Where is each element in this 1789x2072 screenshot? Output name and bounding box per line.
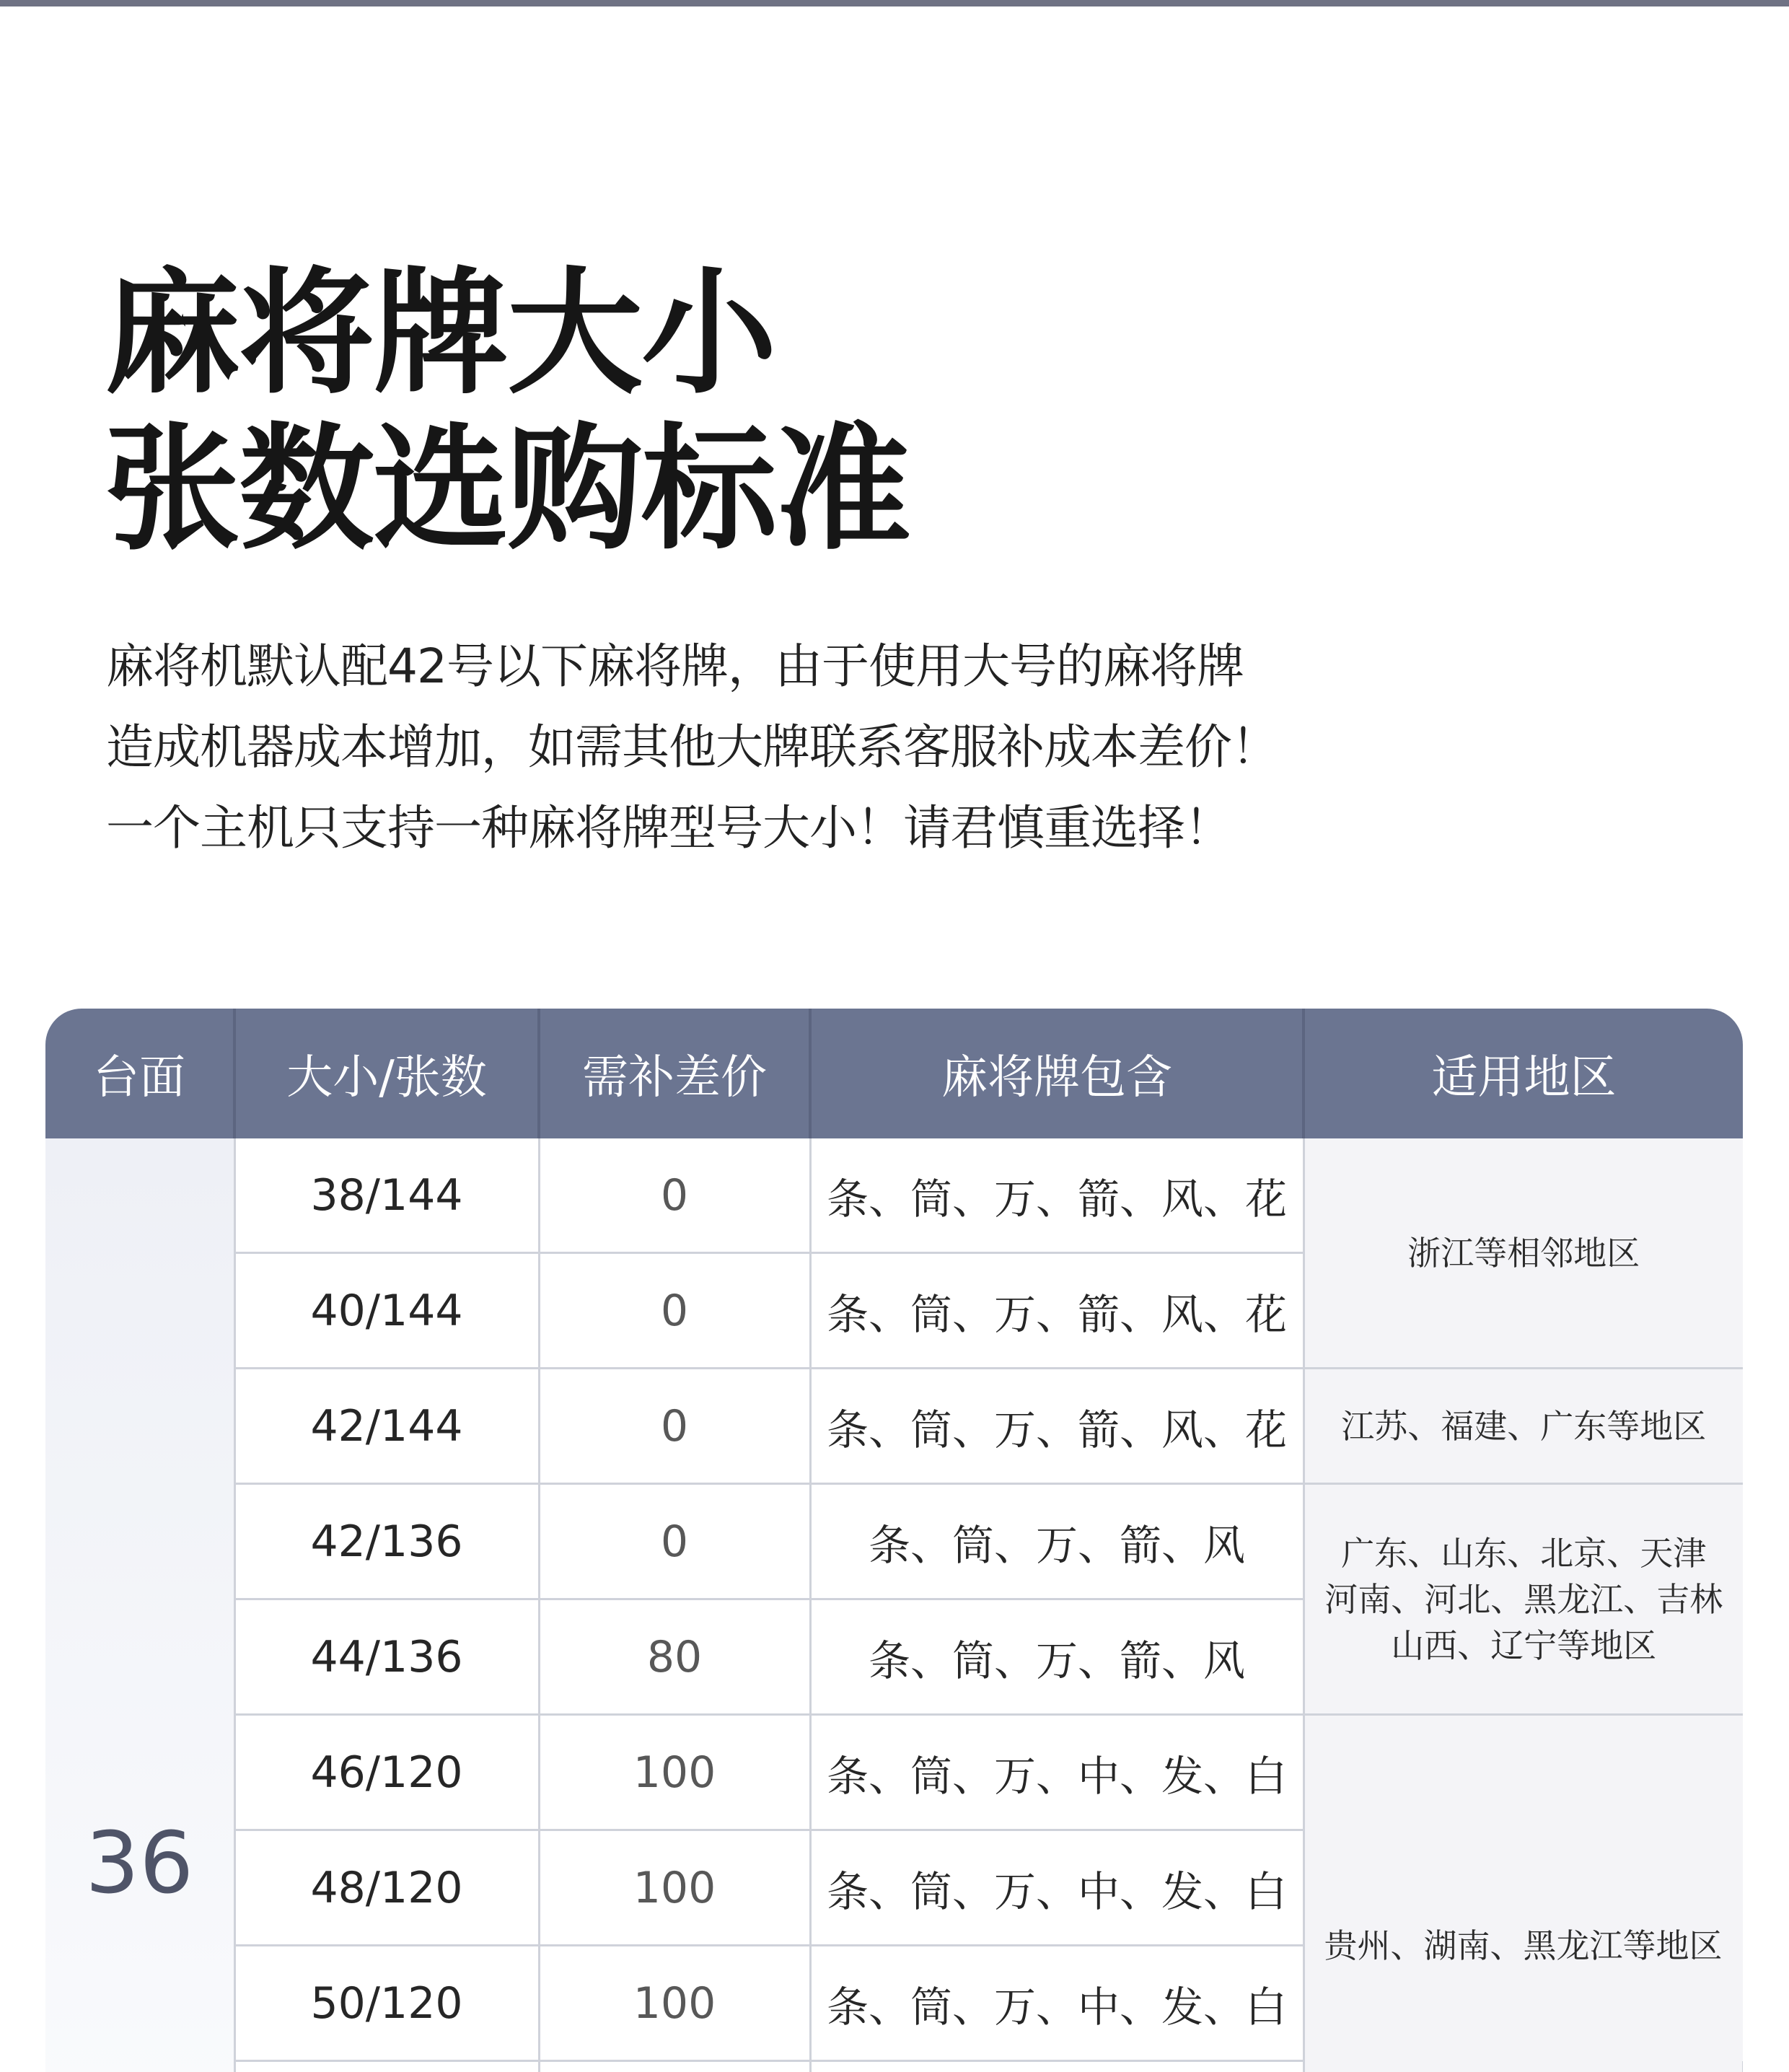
tiles-cell: 条、筒、万、箭、风、花 bbox=[810, 1369, 1304, 1484]
tile-size-table bbox=[45, 1009, 1743, 2072]
region-cell bbox=[1304, 1484, 1743, 1715]
price-cell: 100 bbox=[539, 1946, 810, 2061]
tiles-cell: 条、筒、万、箭、风 bbox=[810, 1599, 1304, 1715]
tiles-cell: 条、筒、万、箭、风、花 bbox=[810, 1253, 1304, 1369]
tiles-cell bbox=[810, 2061, 1304, 2072]
size-cell: 40/144 bbox=[234, 1253, 539, 1369]
intro-line-2: 造成机器成本增加，如需其他大牌联系客服补成本差价！ bbox=[106, 719, 1278, 775]
top-divider bbox=[0, 0, 1789, 6]
header-region: 适用地区 bbox=[1304, 1009, 1743, 1138]
size-cell: 50/120 bbox=[234, 1946, 539, 2061]
table-header-row bbox=[45, 1009, 1743, 1138]
header-size-count: 大小/张数 bbox=[234, 1009, 539, 1138]
price-cell: 100 bbox=[539, 1830, 810, 1946]
tiles-cell: 条、筒、万、箭、风、花 bbox=[810, 1138, 1304, 1253]
intro-line-3: 一个主机只支持一种麻将牌型号大小！请君慎重选择！ bbox=[106, 800, 1231, 856]
price-cell: 0 bbox=[539, 1369, 810, 1484]
price-cell: 0 bbox=[539, 1138, 810, 1253]
size-cell: 38/144 bbox=[234, 1138, 539, 1253]
table-row bbox=[45, 1369, 1743, 1484]
intro-paragraph bbox=[106, 626, 1278, 869]
table-row bbox=[45, 1138, 1743, 1253]
price-cell: 0 bbox=[539, 1484, 810, 1599]
table-row bbox=[45, 1715, 1743, 1830]
title-line-1: 麻将牌大小 bbox=[105, 255, 775, 413]
size-cell bbox=[234, 2061, 539, 2072]
table-row bbox=[45, 1484, 1743, 1599]
intro-line-1: 麻将机默认配42号以下麻将牌，由于使用大号的麻将牌 bbox=[106, 638, 1244, 694]
region-line: 广东、山东、北京、天津 bbox=[1341, 1533, 1707, 1573]
tiles-cell: 条、筒、万、中、发、白 bbox=[810, 1715, 1304, 1830]
header-tiles-included: 麻将牌包含 bbox=[810, 1009, 1304, 1138]
title-line-2: 张数选购标准 bbox=[105, 411, 910, 569]
table-size-cell: 36 bbox=[45, 1138, 234, 2072]
region-cell: 江苏、福建、广东等地区 bbox=[1304, 1369, 1743, 1484]
region-line: 河南、河北、黑龙江、吉林 bbox=[1324, 1579, 1723, 1619]
tile-size-table-container bbox=[45, 1009, 1743, 2072]
size-cell: 42/136 bbox=[234, 1484, 539, 1599]
price-cell: 100 bbox=[539, 1715, 810, 1830]
tiles-cell: 条、筒、万、中、发、白 bbox=[810, 1946, 1304, 2061]
tiles-cell: 条、筒、万、箭、风 bbox=[810, 1484, 1304, 1599]
region-line: 山西、辽宁等地区 bbox=[1391, 1625, 1657, 1665]
region-cell: 浙江等相邻地区 bbox=[1304, 1138, 1743, 1369]
price-cell bbox=[539, 2061, 810, 2072]
region-cell: 贵州、湖南、黑龙江等地区 bbox=[1304, 1715, 1743, 2072]
size-cell: 48/120 bbox=[234, 1830, 539, 1946]
size-cell: 42/144 bbox=[234, 1369, 539, 1484]
size-cell: 44/136 bbox=[234, 1599, 539, 1715]
page-title bbox=[105, 256, 910, 568]
header-table-size: 台面 bbox=[45, 1009, 234, 1138]
header-extra-price: 需补差价 bbox=[539, 1009, 810, 1138]
size-cell: 46/120 bbox=[234, 1715, 539, 1830]
price-cell: 80 bbox=[539, 1599, 810, 1715]
price-cell: 0 bbox=[539, 1253, 810, 1369]
tiles-cell: 条、筒、万、中、发、白 bbox=[810, 1830, 1304, 1946]
